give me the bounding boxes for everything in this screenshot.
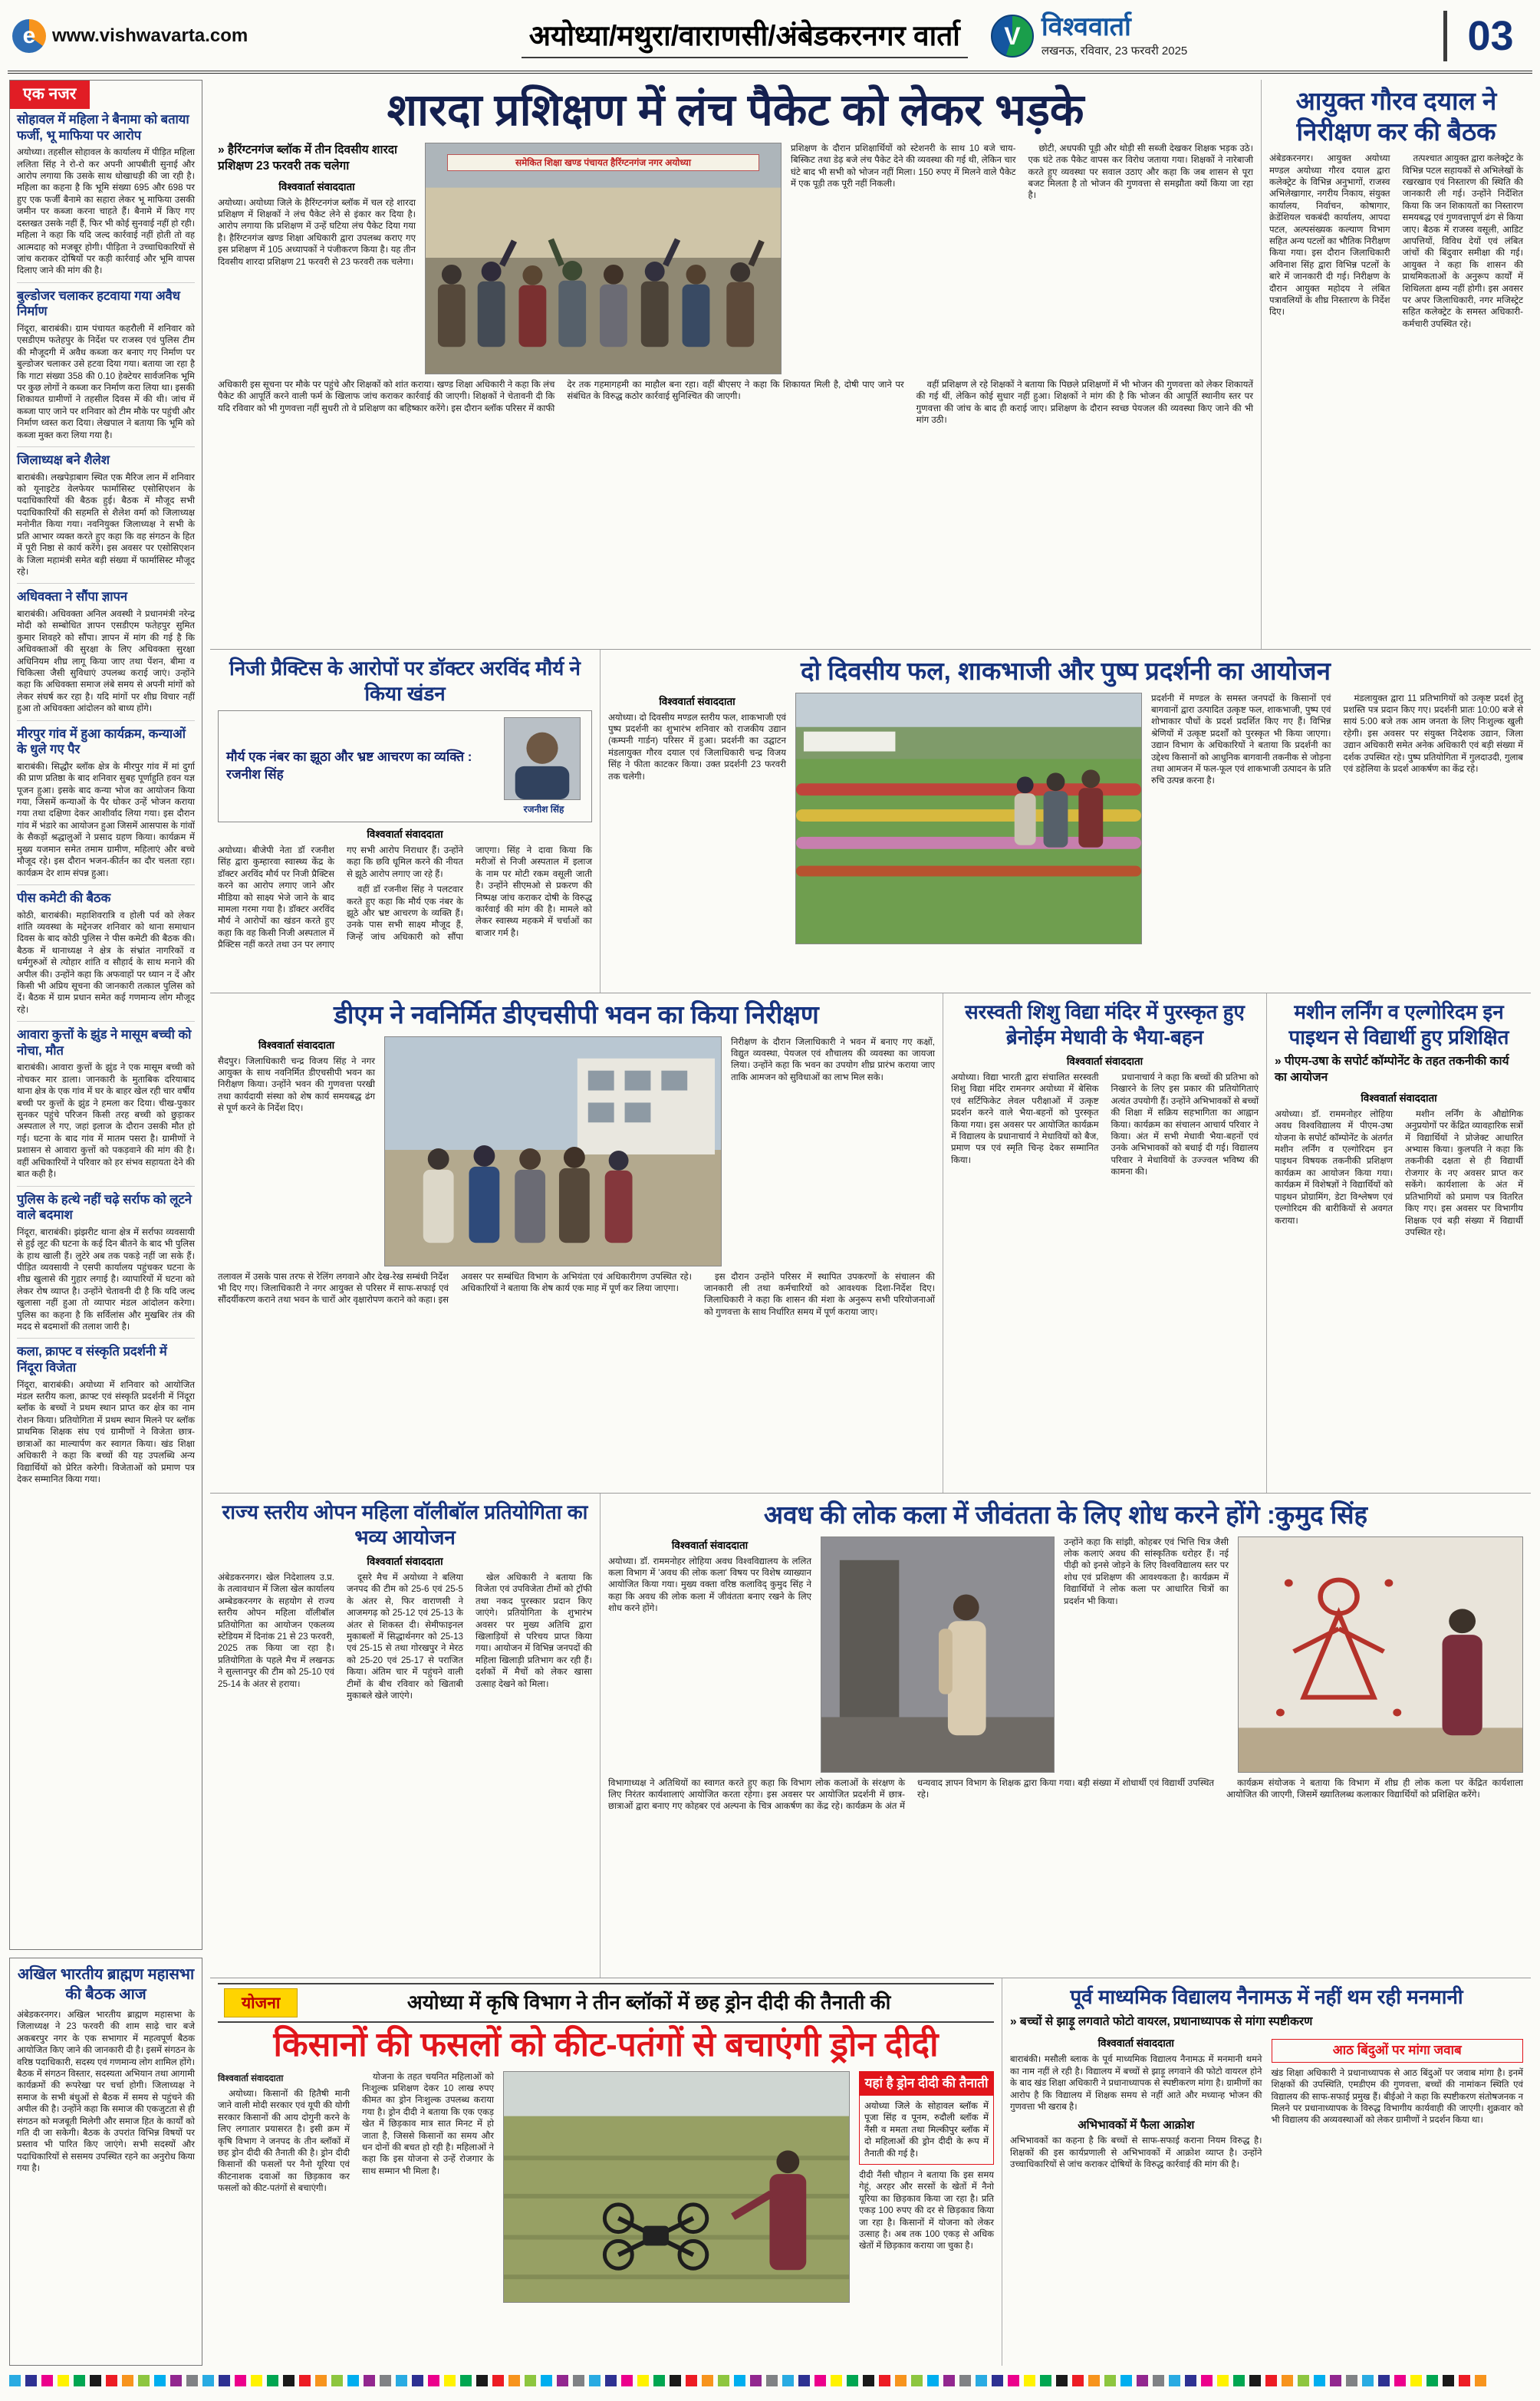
article-headline: राज्य स्तरीय ओपन महिला वॉलीबॉल प्रतियोगिता का भव्य आयोजन bbox=[222, 1500, 588, 1549]
row-4 bbox=[210, 1493, 1531, 1978]
article-paragraph: मंडलायुक्त द्वारा 11 प्रतिभागियों को उत्कृष्ट प्रदर्श हेतु प्रशस्ति पत्र प्रदान किए गए। प्रदर्शनी प्रातः 10:00 बजे से सायं 5:00 बजे तक आम जनता के लिए निःशुल्क खुली रहेगी। इस अवसर पर संयुक्त निदेशक उद्यान, जिला उद्यान अधिकारी समेत अनेक अधिकारी एवं बड़ी संख्या में दर्शक उपस्थित रहे। पुष्प प्रतियोगिता में गुलदाउदी, गुलाब एवं डहेलिया के प्रदर्श आकर्षण का केंद्र रहे। bbox=[1343, 693, 1523, 775]
photo-banner-text: समेकित शिक्षा खण्ड पंचायत हैरिंग्टनगंज नगर अयोध्या bbox=[447, 154, 759, 171]
article-byline: विश्ववार्ता संवाददाता bbox=[1097, 2037, 1174, 2050]
scheme-strap-bar bbox=[218, 1983, 994, 2023]
brief-body: निंदूरा, बाराबंकी। ग्राम पंचायत कहरौली में शनिवार को एसडीएम फतेहपुर के निर्देश पर राजस्व एवं पुलिस टीम की मौजूदगी में अवैध कब्जा कर बनाए गए निर्माण पर बुल्डोजर चलाकर उसे हटवा दिया गया। बताया जा रहा है कि गाटा संख्या 358 की 0.10 हेक्टेयर सार्वजनिक भूमि पर कुछ लोगों ने कब्जा कर निर्माण करा लिया था। इसकी शिकायत ग्रामीणों ने तहसील दिवस में की थी। जांच में कब्जा पाए जाने पर शनिवार को टीम मौके पर पहुंची और निर्माण ध्वस्त करा दिया। लेखपाल ने बताया कि भूमि को कब्जा मुक्त करा लिया गया है। bbox=[17, 323, 195, 440]
article-commissioner-inspection bbox=[1261, 80, 1531, 649]
article-paragraph: विभागाध्यक्ष ने अतिथियों का स्वागत करते हुए कहा कि विभाग लोक कलाओं के संरक्षण के लिए निरंतर कार्यशालाएं आयोजित करता रहेगा। इस अवसर पर आयोजित प्रदर्शनी में छात्र-छात्राओं द्वारा बनाए गए कोहबर एवं अल्पना के चित्र आकर्षण का केंद्र रहे। कार्यक्रम के अंत में धन्यवाद ज्ञापन विभाग के शिक्षक द्वारा किया गया। बड़ी संख्या में शोधार्थी एवं विद्यार्थी उपस्थित रहे। bbox=[608, 1777, 1214, 1812]
article-body bbox=[1010, 2054, 1262, 2113]
color-bar-square bbox=[1282, 2375, 1293, 2386]
article-body bbox=[218, 1572, 592, 1940]
row-2 bbox=[210, 649, 1531, 993]
article-paragraph: योजना के तहत चयनित महिलाओं को निःशुल्क प्रशिक्षण देकर 10 लाख रुपए कीमत का ड्रोन निःशुल्क उपलब्ध कराया गया है। ड्रोन दीदी ने बताया कि एक एकड़ खेत में छिड़काव मात्र सात मिनट में हो जाता है, जिससे किसानों का समय और धन दोनों की बचत हो रही है। महिलाओं ने कहा कि इस योजना से उन्हें रोजगार के साथ सम्मान भी मिला है। bbox=[362, 2071, 494, 2176]
color-bar-square bbox=[412, 2375, 423, 2386]
article-body bbox=[17, 2009, 195, 2175]
color-bar-square bbox=[90, 2375, 101, 2386]
article-kicker: » पीएम-उषा के सपोर्ट कॉम्पोनेंट के तहत तकनीकी कार्य का आयोजन bbox=[1275, 1055, 1509, 1084]
color-bar-square bbox=[1233, 2375, 1245, 2386]
deployment-box-title: यहां है ड्रोन दीदी की तैनाती bbox=[859, 2071, 994, 2096]
expo-content-row bbox=[608, 693, 1523, 944]
color-bar-square bbox=[637, 2375, 649, 2386]
color-bar-square bbox=[476, 2375, 488, 2386]
photo-dm-building-inspection bbox=[384, 1036, 722, 1266]
article-dm-inspection bbox=[210, 993, 943, 1493]
page-number: 03 bbox=[1443, 11, 1528, 61]
article-byline: विश्ववार्ता संवाददाता bbox=[671, 1539, 749, 1551]
sharda-right-columns bbox=[791, 143, 1253, 374]
article-paragraph: तलावल में उसके पास तरफ से रेलिंग लगवाने और देख-रेख सम्बंधी निर्देश भी दिए गए। जिलाधिकारी ने नगर आयुक्त से परिसर में साफ-सफाई एवं सौंदर्यीकरण कराने तथा भवन के चारों ओर वृक्षारोपण कराने को कहा। इस अवसर पर सम्बंधित विभाग के अभियंता एवं अधिकारीगण उपस्थित रहे। अधिकारियों ने बताया कि शेष कार्य एक माह में पूर्ण कर लिया जाएगा। bbox=[218, 1271, 692, 1306]
article-headline: दो दिवसीय फल, शाकभाजी और पुष्प प्रदर्शनी का आयोजन bbox=[800, 657, 1331, 685]
article-paragraph: सैदपुर। जिलाधिकारी चन्द्र विजय सिंह ने नगर आयुक्त के साथ नवनिर्मित डीएचसीपी भवन का निरीक्षण किया। उन्होंने भवन की गुणवत्ता परखी तथा कार्यदायी संस्था को शेष कार्य समयबद्ध ढंग से पूर्ण करने के निर्देश दिए। bbox=[218, 1056, 375, 1114]
color-bar-square bbox=[364, 2375, 375, 2386]
color-bar-square bbox=[766, 2375, 778, 2386]
color-bar-square bbox=[1153, 2375, 1164, 2386]
color-bar-square bbox=[1185, 2375, 1196, 2386]
brief-item bbox=[17, 1187, 195, 1339]
article-paragraph: अभिभावकों का कहना है कि बच्चों से साफ-सफाई कराना नियम विरुद्ध है। शिक्षकों की इस कार्यप्रणाली से अभिभावकों में आक्रोश व्याप्त है। उन्होंने उच्चाधिकारियों से जांच कराकर दोषियों के विरुद्ध कार्रवाई की मांग की है। bbox=[1010, 2136, 1262, 2170]
pull-quote-box bbox=[218, 710, 592, 822]
sharda-bottom-columns bbox=[218, 379, 1253, 427]
article-body bbox=[218, 1056, 375, 1115]
color-bar-square bbox=[605, 2375, 617, 2386]
article-headline: किसानों की फसलों को कीट-पतंगों से बचाएंगी ड्रोन दीदी bbox=[273, 2026, 939, 2063]
deployment-box-body: अयोध्या जिले के सोहावल ब्लॉक में पूजा सिंह व पूनम, रुदौली ब्लॉक में नैंसी व ममता तथा मिल्कीपुर ब्लॉक में दो महिलाओं की ड्रोन दीदी के रूप में तैनाती की गई है। bbox=[859, 2096, 994, 2165]
color-bar-square bbox=[992, 2375, 1003, 2386]
color-bar-square bbox=[1346, 2375, 1357, 2386]
brief-item bbox=[17, 584, 195, 720]
article-headline: अखिल भारतीय ब्राह्मण महासभा की बैठक आज bbox=[17, 1966, 195, 2003]
article-horticulture-expo bbox=[600, 650, 1531, 993]
color-bar-square bbox=[202, 2375, 214, 2386]
brief-heading: पुलिस के हत्थे नहीं चढ़े सर्राफ को लूटने वाले बदमाश bbox=[17, 1192, 192, 1223]
color-bar-square bbox=[1056, 2375, 1068, 2386]
portrait-caption: रजनीश सिंह bbox=[523, 804, 564, 815]
brief-body: बाराबंकी। सिद्धौर ब्लॉक क्षेत्र के मीरपुर गांव में मां दुर्गा की प्राण प्रतिष्ठा के बाद शनिवार सुबह पूर्णाहुति हवन यज्ञ पूजन हुआ। इसके बाद कन्या भोज का आयोजन किया गया, जिसमें कन्याओं के पैर धोकर उन्हें भोजन कराया गया तथा दक्षिणा देकर आशीर्वाद लिया गया। इस दौरान गांव में भंडारे का आयोजन हुआ जिसमें आसपास के गांवों के सैकड़ों श्रद्धालुओं ने प्रसाद ग्रहण किया। कार्यक्रम में मुख्य यजमान समेत तमाम ग्रामीण, महिलाएं और बच्चे मौजूद रहे। इस दौरान भजन-कीर्तन का दौर चलता रहा। कार्यक्रम देर शाम संपन्न हुआ। bbox=[17, 761, 195, 878]
color-bar-square bbox=[396, 2375, 407, 2386]
color-bar-square bbox=[1201, 2375, 1213, 2386]
color-bar-square bbox=[1217, 2375, 1229, 2386]
one-glance-box bbox=[9, 80, 202, 1950]
color-bar-square bbox=[331, 2375, 343, 2386]
article-byline: विश्ववार्ता संवाददाता bbox=[218, 2073, 284, 2083]
masthead bbox=[8, 0, 1532, 74]
awadh-content-row bbox=[608, 1536, 1523, 1773]
brief-heading: जिलाध्यक्ष बने शैलेश bbox=[17, 453, 110, 468]
photo-illustration bbox=[1239, 1537, 1522, 1772]
pull-quote-text: मौर्य एक नंबर का झूठा और भ्रष्ट आचरण का व्यक्ति : रजनीश सिंह bbox=[226, 749, 472, 782]
brief-heading: सोहावल में महिला ने बैनामा को बताया फर्जी, भू माफिया पर आरोप bbox=[17, 113, 189, 143]
article-paragraph: छोटी, अधपकी पूड़ी और थोड़ी सी सब्जी देखकर शिक्षक भड़क उठे। एक घंटे तक पैकेट वापस कर विरोध जताया गया। शिक्षकों ने नारेबाजी करते हुए व्यवस्था पर सवाल उठाए और कहा कि जब शासन से पूरा बजट मिलता है तो भोजन की गुणवत्ता से समझौता क्यों किया जा रहा है। bbox=[1028, 143, 1253, 201]
portrait-block bbox=[504, 717, 584, 815]
color-bar-square bbox=[1072, 2375, 1084, 2386]
color-bar-square bbox=[138, 2375, 150, 2386]
photo-kumud-singh-lecture bbox=[821, 1536, 1055, 1773]
color-bar-square bbox=[1443, 2375, 1454, 2386]
brief-body: कोठी, बाराबंकी। महाशिवरात्रि व होली पर्व को लेकर शांति व्यवस्था के मद्देनजर शनिवार को थाना समाधान दिवस के बाद कोठी पुलिस ने पीस कमेटी की बैठक की। बैठक में थानाध्यक्ष ने क्षेत्र के संभ्रांत नागरिकों व धर्मगुरुओं से त्योहार शांति व सौहार्द के साथ मनाने की अपील की। उन्होंने कहा कि अफवाहों पर ध्यान न दें और किसी भी अप्रिय सूचना की जानकारी तत्काल पुलिस को दें। बैठक में ग्राम प्रधान समेत कई गणमान्य लोग मौजूद रहे। bbox=[17, 910, 195, 1015]
article-paragraph: अयोध्या। डॉ. राममनोहर लोहिया अवध विश्वविद्यालय के ललित कला विभाग में 'अवध की लोक कला' विषय पर विशेष व्याख्यान आयोजित किया गया। मुख्य वक्ता वरिष्ठ कलाविद् कुमुद सिंह ने कहा कि अवध की लोक कला में जीवंतता बनाए रखने के लिए शोध करने होंगे। bbox=[608, 1556, 811, 1614]
article-paragraph: अंबेडकरनगर। खेल निदेशालय उ.प्र. के तत्वावधान में जिला खेल कार्यालय अम्बेडकरनगर के सहयोग से राज्य स्तरीय ओपन महिला वॉलीबॉल प्रतियोगिता का आयोजन एकलव्य स्टेडियम में दिनांक 21 से 23 फरवरी, 2025 तक किया जा रहा है। प्रतियोगिता के पहले मैच में लखनऊ ने सुल्तानपुर की टीम को 25-10 एवं 25-14 के अंतर से हराया। bbox=[218, 1573, 334, 1689]
article-paragraph: दूसरे मैच में अयोध्या ने बलिया जनपद की टीम को 25-6 एवं 25-5 के अंतर से, फिर वाराणसी ने आजमगढ़ को 25-12 एवं 25-13 के अंतर से शिकस्त दी। सेमीफाइनल मुकाबलों में सिद्धार्थनगर को 25-13 एवं 25-15 से तथा गोरखपुर ने मेरठ को 25-20 एवं 25-17 से पराजित किया। अंतिम चार में पहुंचने वाली टीमों के बीच रविवार को खिताबी मुकाबले खेले जाएंगे। bbox=[347, 1573, 463, 1701]
article-body bbox=[218, 197, 416, 268]
color-bar-square bbox=[1024, 2375, 1035, 2386]
color-bar-square bbox=[1330, 2375, 1341, 2386]
color-bar-square bbox=[41, 2375, 53, 2386]
color-bar-square bbox=[1459, 2375, 1470, 2386]
sharda-left-column bbox=[218, 143, 416, 374]
brief-heading: आवारा कुत्तों के झुंड ने मासूम बच्ची को नोचा, मौत bbox=[17, 1028, 192, 1058]
article-paragraph: अयोध्या। विद्या भारती द्वारा संचालित सरस्वती शिशु विद्या मंदिर रामनगर अयोध्या में बेसिक एवं सर्टिफिकेट लेवल परीक्षाओं में उत्कृष्ट प्रदर्शन करने वाले भैया-बहनों को पुरस्कृत किया गया। इस अवसर पर आयोजित कार्यक्रम में विद्यालय के प्रधानाचार्य ने मेधावियों को बैज, प्रमाण पत्र एवं स्मृति चिन्ह देकर सम्मानित किया। bbox=[951, 1072, 1099, 1165]
color-bar-square bbox=[831, 2375, 842, 2386]
left-column bbox=[9, 80, 202, 2366]
article-brahman-mahasabha bbox=[9, 1958, 202, 2366]
color-bar-square bbox=[122, 2375, 133, 2386]
article-sharda-training bbox=[210, 80, 1261, 649]
article-headline: शारदा प्रशिक्षण में लंच पैकेट को लेकर भड़के bbox=[387, 85, 1084, 135]
color-bar-square bbox=[444, 2375, 456, 2386]
color-bar-square bbox=[670, 2375, 681, 2386]
brief-body: बाराबंकी। अधिवक्ता अनिल अवस्थी ने प्रधानमंत्री नरेन्द्र मोदी को सम्बोधित ज्ञापन एसडीएम फतेहपुर सुमित कुमार शिवहरे को सौंपा। ज्ञापन में मांग की गई है कि अधिवक्ताओं की सुरक्षा के लिए अधिवक्ता सुरक्षा अधिनियम शीघ्र लागू किया जाए तथा पेंशन, बीमा व चिकित्सा जैसी सुविधाएं उपलब्ध कराई जाएं। उन्होंने कहा कि अधिवक्ता समाज लंबे समय से अपनी मांगों को लेकर संघर्ष कर रहा है। यदि मांगों पर शीघ्र विचार नहीं हुआ तो अधिवक्ता आंदोलन को बाध्य होंगे। bbox=[17, 608, 195, 714]
scheme-badge: योजना bbox=[224, 1988, 298, 2017]
article-headline: मशीन लर्निंग व एल्गोरिदम इन पाइथन से विद्यार्थी हुए प्रशिक्षित bbox=[1288, 1000, 1509, 1049]
article-headline: अवध की लोक कला में जीवंतता के लिए शोध करने होंगे :कुमुद सिंह bbox=[763, 1500, 1368, 1529]
dm-bottom-columns bbox=[218, 1271, 935, 1319]
article-paragraph: अयोध्या। डॉ. राममनोहर लोहिया अवध विश्वविद्यालय में पीएम-उषा योजना के सपोर्ट कॉम्पोनेंट के अंतर्गत मशीन लर्निंग व एल्गोरिदम इन पाइथन विषयक तकनीकी प्रशिक्षण कार्यक्रम का आयोजन किया गया। कार्यक्रम में विशेषज्ञों ने विद्यार्थियों को पाइथन प्रोग्रामिंग, डेटा विश्लेषण एवं एल्गोरिदम की बारीकियों से अवगत कराया। bbox=[1275, 1108, 1393, 1226]
brief-item bbox=[17, 107, 195, 283]
color-bar-square bbox=[895, 2375, 907, 2386]
article-body bbox=[1275, 1108, 1523, 1438]
color-bar-square bbox=[315, 2375, 327, 2386]
color-bar-square bbox=[1104, 2375, 1116, 2386]
article-paragraph: प्रधानाचार्य ने कहा कि बच्चों की प्रतिभा को निखारने के लिए इस प्रकार की प्रतियोगिताएं अत्यंत उपयोगी हैं। उन्होंने अभिभावकों से बच्चों की शिक्षा में सक्रिय सहभागिता का आह्वान किया। कार्यक्रम का संचालन आचार्य परिवार ने किया। अंत में सभी मेधावी भैया-बहनों एवं उनके अभिभावकों को बधाई दी गई। विद्यालय परिवार ने मेधावियों के उज्ज्वल भविष्य की कामना की। bbox=[1111, 1072, 1259, 1177]
article-body bbox=[1269, 153, 1523, 622]
brief-body: बाराबंकी। आवारा कुत्तों के झुंड ने एक मासूम बच्ची को नोचकर मार डाला। जानकारी के मुताबिक दरियाबाद थाना क्षेत्र के एक गांव में घर के बाहर खेल रही चार वर्षीय बच्ची पर कुत्तों के झुंड ने हमला कर दिया। चीख-पुकार सुनकर पहुंचे परिजन किसी तरह बच्ची को छुड़ाकर अस्पताल ले गए, जहां इलाज के दौरान उसकी मौत हो गई। घटना के बाद गांव में मातम पसरा है। ग्रामीणों ने प्रशासन से आवारा कुत्तों को पकड़वाने की मांग की है। वहीं अधिकारियों ने परिवार को हर संभव सहायता देने की बात कही है। bbox=[17, 1062, 195, 1180]
paper-name: विश्ववार्ता bbox=[1041, 12, 1131, 41]
article-paragraph: निरीक्षण के दौरान जिलाधिकारी ने भवन में बनाए गए कक्षों, विद्युत व्यवस्था, पेयजल एवं शौचालय की व्यवस्था का जायजा लिया। उन्होंने कहा कि भवन का उपयोग शीघ्र प्रारंभ कराया जाए ताकि आमजन को सुविधाओं का लाभ मिल सके। bbox=[731, 1036, 935, 1082]
article-paragraph: खेल अधिकारी ने बताया कि विजेता एवं उपविजेता टीमों को ट्रॉफी तथा नकद पुरस्कार प्रदान किए जाएंगे। प्रतियोगिता के शुभारंभ अवसर पर मुख्य अतिथि द्वारा खिलाड़ियों से परिचय प्राप्त किया गया। आयोजन में विभिन्न जनपदों की महिला खिलाड़ी प्रतिभाग कर रही हैं। दर्शकों में मैचों को लेकर खासा उत्साह देखने को मिला। bbox=[475, 1573, 592, 1689]
article-byline: विश्ववार्ता संवाददाता bbox=[1361, 1092, 1437, 1104]
awadh-bottom-columns bbox=[608, 1777, 1523, 1813]
article-paragraph: वहीं प्रशिक्षण ले रहे शिक्षकों ने बताया कि पिछले प्रशिक्षणों में भी भोजन की गुणवत्ता को लेकर शिकायतें की गई थीं, लेकिन कोई सुधार नहीं हुआ। शिक्षकों ने मांग की है कि भोजन की आपूर्ति स्थानीय स्तर पर गुणवत्ता की जांच के बाद ही कराई जाए। प्रशिक्षण के दौरान स्वच्छ पेयजल की व्यवस्था किए जाने की भी मांग उठी। bbox=[916, 379, 1253, 426]
color-bar-square bbox=[1265, 2375, 1277, 2386]
color-bar-square bbox=[686, 2375, 697, 2386]
brief-heading: कला, क्राफ्ट व संस्कृति प्रदर्शनी में निंदूरा विजेता bbox=[17, 1345, 167, 1375]
article-paragraph: वहीं डॉ रजनीश सिंह ने पलटवार करते हुए कहा कि मौर्य एक नंबर के झूठे और भ्रष्ट आचरण के व्यक्ति हैं। उनके पास सभी साक्ष्य मौजूद हैं, जिन्हें जांच अधिकारी को सौंपा जाएगा। सिंह ने दावा किया कि मरीजों से निजी अस्पताल में इलाज के नाम पर मोटी रकम वसूली जाती है। उन्होंने सीएमओ से प्रकरण की निष्पक्ष जांच कराकर दोषी के विरुद्ध कार्रवाई की मांग की है। मामले को लेकर स्वास्थ्य महकमे में चर्चाओं का बाजार गर्म है। bbox=[347, 845, 592, 942]
color-bar-square bbox=[428, 2375, 439, 2386]
photo-illustration bbox=[505, 718, 580, 799]
color-bar-square bbox=[927, 2375, 939, 2386]
expo-left-column bbox=[608, 693, 786, 944]
article-byline: विश्ववार्ता संवाददाता bbox=[659, 695, 735, 707]
brand-block bbox=[991, 14, 1187, 58]
article-paragraph: अयोध्या। बीजेपी नेता डॉ रजनीश सिंह द्वारा कुम्हारवा स्वास्थ्य केंद्र के डॉक्टर अरविंद मौर्य पर निजी प्रैक्टिस करने का आरोप लगाए जाने और मीडिया को साक्ष्य भेजे जाने के बाद मामला गरमा गया है। डॉक्टर अरविंद मौर्य ने आरोपों का खंडन करते हुए कहा कि वह किसी निजी अस्पताल में प्रैक्टिस नहीं करते तथा उन पर लगाए गए सभी आरोप निराधार हैं। उन्होंने कहा कि छवि धूमिल करने की नीयत से झूठे आरोप लगाए जा रहे हैं। bbox=[218, 845, 463, 950]
photo-illustration bbox=[796, 693, 1141, 944]
article-paragraph: दीदी नैंसी चौहान ने बताया कि इस समय गेहूं, अरहर और सरसों के खेतों में नैनो यूरिया का छिड़काव किया जा रहा है। प्रति एकड़ 100 रुपए की दर से छिड़काव किया जा रहा है। किसानों में योजना को लेकर उत्साह है। अब तक 100 एकड़ से अधिक खेतों में छिड़काव कराया जा चुका है। bbox=[859, 2170, 994, 2251]
brief-item bbox=[17, 885, 195, 1022]
color-bar-square bbox=[718, 2375, 729, 2386]
color-bar-square bbox=[347, 2375, 359, 2386]
globe-e-icon: e bbox=[12, 19, 46, 53]
color-bar-square bbox=[798, 2375, 810, 2386]
article-volleyball-tournament bbox=[210, 1494, 600, 1978]
color-bar-square bbox=[879, 2375, 890, 2386]
row-1 bbox=[210, 80, 1531, 649]
color-bar-square bbox=[525, 2375, 536, 2386]
color-bar-square bbox=[186, 2375, 198, 2386]
article-paragraph: खंड शिक्षा अधिकारी ने प्रधानाध्यापक से आठ बिंदुओं पर जवाब मांगा है। इनमें शिक्षकों की उपस्थिति, एमडीएम की गुणवत्ता, बच्चों की नामांकन स्थिति एवं विद्यालय की साफ-सफाई प्रमुख हैं। बीईओ ने कहा कि स्पष्टीकरण संतोषजनक न मिलने पर प्रधानाध्यापक के विरुद्ध विभागीय कार्यवाही की जाएगी। शुक्रवार को भी विद्यालय की अव्यवस्थाओं को लेकर ग्रामीणों ने प्रदर्शन किया था। bbox=[1271, 2067, 1523, 2126]
photo-rajnish-singh-portrait bbox=[504, 717, 581, 800]
color-bar-square bbox=[380, 2375, 391, 2386]
article-body bbox=[859, 2169, 994, 2252]
one-glance-tab: एक नजर bbox=[9, 80, 90, 109]
color-bar-square bbox=[976, 2375, 987, 2386]
page-content bbox=[8, 74, 1532, 2372]
masthead-center bbox=[522, 14, 1188, 58]
color-bar-square bbox=[1426, 2375, 1438, 2386]
color-bar-square bbox=[9, 2375, 21, 2386]
brief-heading: पीस कमेटी की बैठक bbox=[17, 891, 111, 905]
color-bar-square bbox=[863, 2375, 874, 2386]
article-paragraph: अयोध्या। दो दिवसीय मण्डल स्तरीय फल, शाकभाजी एवं पुष्प प्रदर्शनी का शुभारंभ शनिवार को राजकीय उद्यान (कम्पनी गार्डन) परिसर में हुआ। प्रदर्शनी का उद्घाटन मंडलायुक्त गौरव दयाल एवं जिलाधिकारी चन्द्र विजय सिंह ने फीता काटकर किया। उक्त प्रदर्शनी 23 फरवरी तक चलेगी। bbox=[608, 712, 786, 782]
article-paragraph: मशीन लर्निंग के औद्योगिक अनुप्रयोगों पर केंद्रित व्यावहारिक सत्रों में विद्यार्थियों ने प्रोजेक्ट आधारित अभ्यास किया। कुलपति ने कहा कि तकनीकी दक्षता से ही विद्यार्थी रोजगार के नए अवसर प्राप्त कर सकेंगे। कार्यशाला के अंत में प्रतिभागियों को प्रमाण पत्र वितरित किए गए। इस अवसर पर विभागीय शिक्षक एवं बड़ी संख्या में विद्यार्थी उपस्थित रहे। bbox=[1405, 1108, 1523, 1237]
article-headline: सरस्वती शिशु विद्या मंदिर में पुरस्कृत हुए ब्रेनोईम मेधावी के भैया-बहन bbox=[965, 1000, 1245, 1049]
dm-content-row bbox=[218, 1036, 935, 1266]
color-bar-square bbox=[750, 2375, 762, 2386]
dm-right-column bbox=[731, 1036, 935, 1266]
awadh-middle-column bbox=[1064, 1536, 1229, 1773]
color-bar-square bbox=[235, 2375, 246, 2386]
row-3 bbox=[210, 993, 1531, 1493]
color-bar-square bbox=[702, 2375, 713, 2386]
color-bar-square bbox=[106, 2375, 117, 2386]
photo-illustration bbox=[504, 2072, 849, 2302]
color-bar-square bbox=[1378, 2375, 1390, 2386]
nainamau-col-2 bbox=[1272, 2034, 1524, 2170]
color-bar-square bbox=[1314, 2375, 1325, 2386]
brief-item bbox=[17, 1022, 195, 1186]
article-paragraph: इस दौरान उन्होंने परिसर में स्थापित उपकरणों के संचालन की जानकारी ली तथा कर्मचारियों को आवश्यक दिशा-निर्देश दिए। जिलाधिकारी ने कहा कि शासन की मंशा के अनुरूप सभी परियोजनाओं को गुणवत्ता के साथ निर्धारित समय में पूर्ण कराया जाए। bbox=[704, 1271, 935, 1317]
color-bar-square bbox=[492, 2375, 504, 2386]
sharda-top-row bbox=[218, 143, 1253, 374]
article-awadh-folk-art bbox=[600, 1494, 1531, 1978]
article-body bbox=[218, 845, 592, 993]
article-kicker: » बच्चों से झाड़ू लगवाते फोटो वायरल, प्रधानाध्यापक से मांगा स्पष्टीकरण bbox=[1010, 2014, 1313, 2028]
brief-item bbox=[17, 1339, 195, 1490]
brief-body: अयोध्या। तहसील सोहावल के कार्यालय में पीड़ित महिला ललिता सिंह ने रो-रो कर अपनी आपबीती सुनाई और आरोप लगाया कि उसके साथ धोखाधड़ी की जा रही है। महिला का कहना है कि भूमि संख्या 695 और 698 पर हुए एक फर्जी बैनामे का सहारा लेकर भू माफिया उसकी जमीन पर कब्जा करना चाहते हैं। बैनामे में किए गए दस्तखत उसके नहीं हैं, फिर भी कोई सुनवाई नहीं हो रही। महिला ने कहा कि यदि जल्द कार्रवाई नहीं होती तो वह आत्मदाह को मजबूर होगी। पीड़िता ने उच्चाधिकारियों से जांच कराकर दोषियों पर कड़ी कार्रवाई और भूमि वापस दिलाए जाने की मांग की है। bbox=[17, 147, 195, 276]
article-byline: विश्ववार्ता संवाददाता bbox=[367, 828, 443, 840]
article-paragraph: अंबेडकरनगर। अखिल भारतीय ब्राह्मण महासभा के जिलाध्यक्ष ने 23 फरवरी की शाम साढ़े चार बजे अकबरपुर नगर के एक सभागार में महत्वपूर्ण बैठक आयोजित किए जाने की जानकारी दी है। इसमें संगठन के वरिष्ठ पदाधिकारी, सदस्य एवं गणमान्य लोग शामिल होंगे। बैठक में संगठन विस्तार, सदस्यता अभियान तथा आगामी कार्यक्रमों की रूपरेखा पर चर्चा होगी। जिलाध्यक्ष ने समाज के सभी बंधुओं से बैठक में समय से पहुंचने की अपील की है। उन्होंने कहा कि समाज की एकजुटता से ही संगठन को मजबूती मिलेगी और समाज हित के कार्यों को गति दी जा सकेगी। बैठक के उपरांत विभिन्न विषयों पर प्रस्ताव भी पारित किए जाएंगे। सभी सदस्यों और पदाधिकारियों से ससमय उपस्थित रहने का अनुरोध किया गया है। bbox=[17, 2010, 195, 2174]
article-paragraph: अधिकारी इस सूचना पर मौके पर पहुंचे और शिक्षकों को शांत कराया। खण्ड शिक्षा अधिकारी ने कहा कि लंच पैकेट की आपूर्ति करने वाली फर्म के खिलाफ जांच कराकर कार्रवाई की जाएगी। शिक्षकों ने चेतावनी दी कि यदि रविवार को भी गुणवत्ता नहीं सुधरी तो वे प्रशिक्षण का बहिष्कार करेंगे। इस दौरान ब्लॉक परिसर में काफी देर तक गहमागहमी का माहौल बना रहा। वहीं बीएसए ने कहा कि शिकायत मिली है, दोषी पाए जाने पर संबंधित के विरुद्ध कठोर कार्रवाई सुनिश्चित की जाएगी। bbox=[218, 379, 904, 413]
article-paragraph: तत्पश्चात आयुक्त द्वारा कलेक्ट्रेट के विभिन्न पटल सहायकों से अभिलेखों के रखरखाव एवं निस्तारण की स्थिति की जानकारी ली गई। उन्होंने निर्देशित किया कि जन शिकायतों का निस्तारण समयबद्ध एवं गुणवत्तापूर्ण ढंग से किया जाए। बैठक में राजस्व वसूली, आडिट आपत्तियों, विविध देयों एवं लंबित जांचों की बिंदुवार समीक्षा की गई। आयुक्त ने कहा कि शासन की प्राथमिकताओं के अनुरूप कार्यों में शिथिलता क्षम्य नहीं होगी। इस अवसर पर अपर जिलाधिकारी, नगर मजिस्ट्रेट सहित कलेक्ट्रेट के समस्त अधिकारी-कर्मचारी उपस्थित रहे। bbox=[1402, 153, 1523, 329]
color-bar-square bbox=[734, 2375, 745, 2386]
photo-flower-show bbox=[795, 693, 1142, 944]
article-paragraph: अयोध्या। अयोध्या जिले के हैरिंग्टनगंज ब्लॉक में चल रहे शारदा प्रशिक्षण में शिक्षकों ने लंच पैकेट लेने से इंकार कर दिया है। आरोप लगाया कि प्रशिक्षण में उन्हें घटिया लंच पैकेट दिया गया है। हैरिंग्टनगंज खण्ड शिक्षा अधिकारी द्वारा उपलब्ध कराए गए इस प्रशिक्षण में 105 अध्यापकों ने पंजीकरण किया है। यह तीन दिवसीय शारदा प्रशिक्षण 21 फरवरी से 23 फरवरी तक चलेगा। bbox=[218, 197, 416, 267]
article-headline: पूर्व माध्यमिक विद्यालय नैनामऊ में नहीं थम रही मनमानी bbox=[1070, 1985, 1463, 2008]
color-bar-square bbox=[573, 2375, 584, 2386]
article-byline: विश्ववार्ता संवाददाता bbox=[367, 1556, 443, 1567]
photo-illustration bbox=[821, 1537, 1054, 1772]
article-body bbox=[608, 712, 786, 782]
article-paragraph: बाराबंकी। मसौली ब्लाक के पूर्व माध्यमिक विद्यालय नैनामऊ में मनमानी थमने का नाम नहीं ले रही है। विद्यालय में बच्चों से झाड़ू लगवाने की फोटो वायरल होने के बाद खंड शिक्षा अधिकारी ने प्रधानाध्यापक से स्पष्टीकरण मांगा है। ग्रामीणों का आरोप है कि विद्यालय में शिक्षक समय से नहीं आते और मध्यान्ह भोजन की गुणवत्ता भी खराब है। bbox=[1010, 2054, 1262, 2113]
article-body bbox=[1010, 2135, 1262, 2170]
photo-drone-didi-field bbox=[503, 2071, 850, 2303]
expo-right-columns bbox=[1151, 693, 1523, 944]
color-bar-square bbox=[154, 2375, 166, 2386]
color-bar-square bbox=[251, 2375, 262, 2386]
article-headline: डीएम ने नवनिर्मित डीएचसीपी भवन का किया निरीक्षण bbox=[334, 1000, 819, 1029]
dm-left-column bbox=[218, 1036, 375, 1266]
article-nainamau-school bbox=[1002, 1978, 1531, 2366]
color-bar-square bbox=[170, 2375, 182, 2386]
article-kicker: » हैरिंग्टनगंज ब्लॉक में तीन दिवसीय शारदा प्रशिक्षण 23 फरवरी तक चलेगा bbox=[218, 143, 398, 173]
color-bar-square bbox=[283, 2375, 295, 2386]
color-bar-square bbox=[911, 2375, 923, 2386]
color-bar-square bbox=[74, 2375, 85, 2386]
article-byline: विश्ववार्ता संवाददाता bbox=[1066, 1056, 1143, 1067]
brief-item bbox=[17, 283, 195, 447]
color-bar-square bbox=[557, 2375, 568, 2386]
awadh-left-column bbox=[608, 1536, 811, 1773]
color-bar-square bbox=[847, 2375, 858, 2386]
photo-illustration bbox=[426, 143, 781, 374]
color-bar-square bbox=[589, 2375, 601, 2386]
website-url: www.vishwavarta.com bbox=[52, 25, 248, 46]
brief-heading: मीरपुर गांव में हुआ कार्यक्रम, कन्याओं के धुले गए पैर bbox=[17, 726, 186, 757]
article-doctor-rebuttal bbox=[210, 650, 600, 993]
brief-heading: अधिवक्ता ने सौंपा ज्ञापन bbox=[17, 590, 128, 604]
red-sub-headline: आठ बिंदुओं पर मांगा जवाब bbox=[1272, 2039, 1524, 2062]
color-bar-square bbox=[1120, 2375, 1132, 2386]
paper-dateline: लखनऊ, रविवार, 23 फरवरी 2025 bbox=[1041, 44, 1188, 58]
article-headline: आयुक्त गौरव दयाल ने निरीक्षण कर की बैठक bbox=[1295, 87, 1497, 146]
color-bar-square bbox=[1169, 2375, 1180, 2386]
edition-title: अयोध्या/मथुरा/वाराणसी/अंबेडकरनगर वार्ता bbox=[522, 21, 968, 58]
sub-headline: अभिभावकों में फैला आक्रोश bbox=[1078, 2119, 1195, 2133]
nainamau-columns bbox=[1010, 2034, 1523, 2170]
brief-heading: बुल्डोजर चलाकर हटवाया गया अवैध निर्माण bbox=[17, 288, 180, 319]
article-byline: विश्ववार्ता संवाददाता bbox=[258, 1039, 335, 1051]
photo-illustration bbox=[385, 1037, 721, 1266]
color-bar-square bbox=[1362, 2375, 1374, 2386]
brief-body: बाराबंकी। लखपेड़ाबाग स्थित एक मैरिज लान में शनिवार को यूनाइटेड वेलफेयर फार्मासिस्ट एसोसिएशन के पदाधिकारियों की बैठक हुई। बैठक में मौजूद सभी पदाधिकारियों की सहमति से शैलेश वर्मा को जिलाध्यक्ष मनोनीत किया गया। नवनियुक्त जिलाध्यक्ष ने सभी के प्रति आभार व्यक्त करते हुए कहा कि वह संगठन के हित में पूरी निष्ठा से कार्य करेंगे। इस अवसर पर एसोसिएशन के जिला महामंत्री समेत बड़ी संख्या में फार्मासिस्ट मौजूद रहे। bbox=[17, 472, 195, 577]
article-paragraph: अयोध्या। किसानों की हितैषी मानी जाने वाली मोदी सरकार एवं यूपी की योगी सरकार किसानों की आय दोगुनी करने के लिए लगातार प्रयासरत है। इसी क्रम में कृषि विभाग ने जनपद के तीन ब्लॉकों में छह ड्रोन दीदी की तैनाती की है। ड्रोन दीदी किसानों की फसलों पर नैनो यूरिया एवं कीटनाशक दवाओं का छिड़काव कर फसलों को कीट-पतंगों से बचाएंगी। bbox=[218, 2089, 350, 2194]
color-bar-square bbox=[653, 2375, 665, 2386]
nainamau-col-1 bbox=[1010, 2034, 1262, 2170]
color-bar-square bbox=[1298, 2375, 1309, 2386]
article-saraswati-awards bbox=[943, 993, 1266, 1493]
article-byline: विश्ववार्ता संवाददाता bbox=[278, 180, 355, 193]
color-bar-square bbox=[267, 2375, 278, 2386]
color-bar-square bbox=[460, 2375, 472, 2386]
article-drone-didi bbox=[210, 1978, 1002, 2366]
brief-item bbox=[17, 721, 195, 885]
color-bar-square bbox=[959, 2375, 971, 2386]
article-body bbox=[1272, 2067, 1524, 2126]
color-bar-square bbox=[1249, 2375, 1261, 2386]
article-paragraph: प्रदर्शनी में मण्डल के समस्त जनपदों के किसानों एवं बागवानों द्वारा उत्पादित उत्कृष्ट फल, शाकभाजी, पुष्प एवं शोभाकार पौधों के प्रदर्श प्रदर्शित किए गए हैं। विभिन्न श्रेणियों में उत्कृष्ट प्रदर्शों को पुरस्कृत भी किया जाएगा। उद्यान विभाग के अधिकारियों ने बताया कि प्रदर्शनी का उद्देश्य किसानों को आधुनिक बागवानी तकनीक से जोड़ना तथा आमजन में फल-फूल एवं शाकभाजी उत्पादन के प्रति रुचि उत्पन्न करना है। bbox=[1151, 693, 1331, 786]
color-bar-square bbox=[814, 2375, 826, 2386]
color-bar-square bbox=[1475, 2375, 1486, 2386]
brief-body: निंदूरा, बाराबंकी। झंझरीट थाना क्षेत्र में सर्राफा व्यवसायी से हुई लूट की घटना के कई दिन बीतने के बाद भी पुलिस के हाथ खाली हैं। लुटेरे अब तक पकड़े नहीं जा सके हैं। पीड़ित व्यवसायी ने एसपी कार्यालय पहुंचकर घटना के शीघ्र खुलासे की गुहार लगाई है। व्यापारियों में घटना को लेकर रोष व्याप्त है। उन्होंने चेतावनी दी है कि यदि जल्द खुलासा नहीं हुआ तो व्यापार मंडल आंदोलन करेगा। पुलिस का कहना है कि सर्विलांस और मुखबिर तंत्र की मदद से बदमाशों की तलाश जारी है। bbox=[17, 1227, 195, 1332]
drone-text-columns bbox=[218, 2071, 494, 2303]
color-bar-square bbox=[1040, 2375, 1051, 2386]
article-paragraph: अंबेडकरनगर। आयुक्त अयोध्या मण्डल अयोध्या गौरव दयाल द्वारा कलेक्ट्रेट के विभिन्न अनुभागों, राजस्व अभिलेखागार, नगरीय निकाय, संयुक्त कार्यालय, निर्वाचन, कोषागार, क्रेडेंशियल चकबंदी कार्यालय, आपदा पटल, अल्पसंख्यक कल्याण विभाग सहित अन्य पटलों का भौतिक निरीक्षण किया गया। इस दौरान जिलाधिकारी अविनाश सिंह द्वारा विभिन्न पटलों के बारे में जानकारी दी गई। निरीक्षण के दौरान आयुक्त महोदय ने लंबित पत्रावलियों के शीघ्र निस्तारण के निर्देश दिए। bbox=[1269, 153, 1390, 318]
brand-text bbox=[1041, 14, 1187, 58]
article-paragraph: उन्होंने कहा कि सांझी, कोहबर एवं भित्ति चित्र जैसी लोक कलाएं अवध की सांस्कृतिक धरोहर हैं। नई पीढ़ी को इनसे जोड़ने के लिए विश्वविद्यालय स्तर पर शोध एवं प्रशिक्षण की आवश्यकता है। कार्यक्रम में विद्यार्थियों ने लोक कला पर आधारित चित्रों का प्रदर्शन भी किया। bbox=[1064, 1536, 1229, 1606]
main-column bbox=[210, 80, 1531, 2366]
row-5 bbox=[210, 1978, 1531, 2366]
vishwavarta-logo-icon: V bbox=[991, 15, 1034, 58]
article-paragraph: कार्यक्रम संयोजक ने बताया कि विभाग में शीघ्र ही लोक कला पर केंद्रित कार्यशाला आयोजित की जाएगी, जिसमें ख्यातिलब्ध कलाकार विद्यार्थियों को प्रशिक्षित करेंगे। bbox=[1226, 1777, 1523, 1800]
color-bar-square bbox=[25, 2375, 37, 2386]
drone-side-column bbox=[859, 2071, 994, 2303]
color-bar-square bbox=[299, 2375, 311, 2386]
color-bar-square bbox=[508, 2375, 520, 2386]
drone-content-row bbox=[218, 2071, 994, 2303]
color-bar-square bbox=[1394, 2375, 1406, 2386]
color-bar-square bbox=[1410, 2375, 1422, 2386]
article-headline: निजी प्रैक्टिस के आरोपों पर डॉक्टर अरविंद मौर्य ने किया खंडन bbox=[229, 657, 581, 705]
scheme-strapline: अयोध्या में कृषि विभाग ने तीन ब्लॉकों में छह ड्रोन दीदी की तैनाती की bbox=[406, 1991, 891, 2014]
color-bar-square bbox=[541, 2375, 552, 2386]
color-bar-square bbox=[58, 2375, 69, 2386]
article-body bbox=[951, 1072, 1259, 1432]
brief-body: निंदूरा, बाराबंकी। अयोध्या में शनिवार को आयोजित मंडल स्तरीय कला, क्राफ्ट एवं संस्कृति प्रदर्शनी में निंदूरा ब्लॉक के बच्चों ने प्रथम स्थान प्राप्त कर क्षेत्र का नाम रोशन किया। प्रतियोगिता में प्रथम स्थान मिलने पर ब्लॉक प्राथमिक शिक्षक संघ एवं ग्रामीणों ने विजेता छात्र-छात्राओं का माल्यार्पण कर स्वागत किया। खंड शिक्षा अधिकारी ने कहा कि बच्चों की यह उपलब्धि अन्य विद्यार्थियों को प्रेरित करेगी। विजेताओं को प्रमाण पत्र देकर सम्मानित किया गया। bbox=[17, 1379, 195, 1484]
color-bar-square bbox=[621, 2375, 633, 2386]
color-bar-square bbox=[943, 2375, 955, 2386]
article-machine-learning-training bbox=[1266, 993, 1531, 1493]
website-logo bbox=[12, 19, 265, 53]
photo-sharda-protest bbox=[425, 143, 782, 374]
article-paragraph: प्रशिक्षण के दौरान प्रशिक्षार्थियों को स्टेशनरी के साथ 10 बजे चाय-बिस्किट तथा डेढ़ बजे लंच पैकेट देने की व्यवस्था की गई थी, लेकिन चार घंटे बाद भी सभी को भोजन नहीं मिला। 150 रुपए में मिलने वाले पैकेट में एक पूड़ी तक पूरी नहीं निकली। bbox=[791, 143, 1016, 189]
color-bar-square bbox=[1088, 2375, 1100, 2386]
color-bar-square bbox=[782, 2375, 794, 2386]
brief-item bbox=[17, 447, 195, 584]
color-bar-square bbox=[1008, 2375, 1019, 2386]
color-bar-square bbox=[219, 2375, 230, 2386]
photo-folk-art-wall bbox=[1238, 1536, 1523, 1773]
color-calibration-bar bbox=[8, 2372, 1532, 2392]
article-body bbox=[608, 1556, 811, 1615]
color-bar-square bbox=[1137, 2375, 1148, 2386]
